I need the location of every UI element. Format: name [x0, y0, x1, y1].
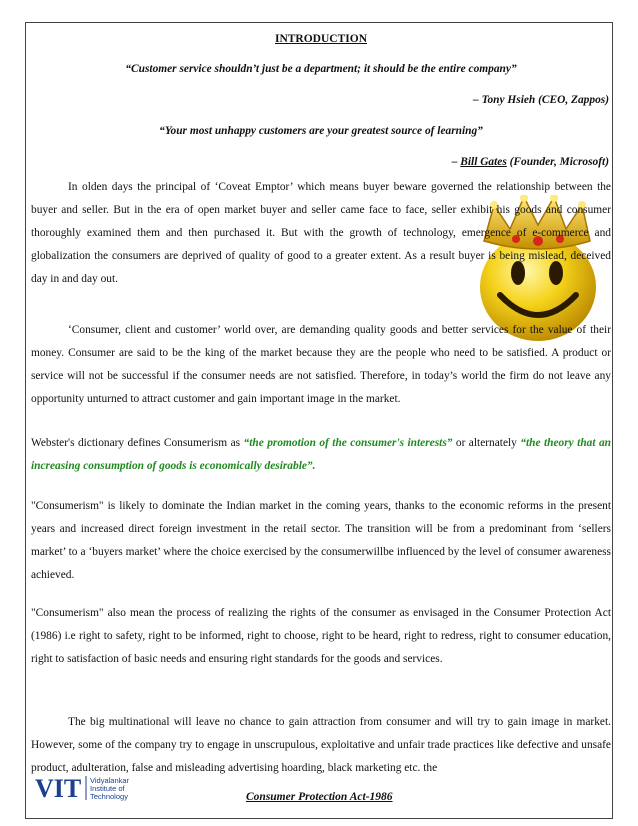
svg-text:Technology: Technology: [90, 792, 128, 801]
webster-quote-1: “the promotion of the consumer's interests”: [243, 437, 453, 449]
footer-title: Consumer Protection Act-1986: [246, 791, 393, 803]
page-heading: INTRODUCTION: [274, 33, 367, 45]
quote-bill-gates: “Your most unhappy customers are your greatest source of learning”: [159, 125, 483, 137]
paragraph-webster-definition: Webster's dictionary defines Consumerism as “the promotion of the consumer's interests” or alternately “the theory that an increasing consumption of goods is economically desirable”.: [31, 437, 611, 472]
quote-tony-hsieh: “Customer service shouldn’t just be a department; it should be the entire company”: [125, 63, 517, 75]
logo-letters: VIT: [35, 774, 82, 802]
paragraph-multinational: The big multinational will leave no chance to gain attraction from consumer and will try to gain image in market. However, some of the company try to engage in unscrupulous, exploitative and unfair trade practices like defective and unsafe product, adulteration, false and misleading advertising hoarding, black marketing etc. the: [31, 716, 611, 774]
attribution-bill-gates: – Bill Gates (Founder, Microsoft): [451, 156, 609, 168]
attribution-tony-hsieh: – Tony Hsieh (CEO, Zappos): [473, 94, 609, 106]
svg-text:Institute of: Institute of: [90, 784, 125, 793]
bill-gates-link[interactable]: Bill Gates: [460, 156, 507, 168]
page-footer: [31, 770, 611, 818]
svg-text:Vidyalankar: Vidyalankar: [90, 776, 130, 785]
paragraph-consumerism-rights: "Consumerism" also mean the process of realizing the rights of the consumer as envisaged in the Consumer Protection Act (1986) i.e right to safety, right to be informed, right to choose, right to be heard, right to redress, right to consumer education, right to satisfaction of basic needs and ensuring right standards for the goods and services.: [31, 607, 611, 665]
webster-quote-2: “the theory that an increasing consumption of goods is economically desirable”.: [31, 437, 611, 472]
paragraph-consumerism-indian-market: "Consumerism" is likely to dominate the Indian market in the coming years, thanks to the economic reforms in the present years and increased direct foreign investment in the retail sector. The transition will be from a predominant from ‘sellers market’ to a ‘buyers market’ where the choice exercised by the consumerwillbe influenced by the level of consumer awareness achieved.: [31, 500, 611, 581]
paragraph-consumer-client: ‘Consumer, client and customer’ world over, are demanding quality goods and better services for the value of their money. Consumer are said to be the king of the market because they are the people who need to be satisfied. A product or service will not be successful if the consumer needs are not satisfied. Therefore, in today’s world the firm do not leave any opportunity unturned to attract customer and gain important image in the market.: [31, 324, 611, 405]
vit-logo: [33, 772, 153, 802]
paragraph-olden-days: In olden days the principal of ‘Coveat Emptor’ which means buyer beware governed the relationship between the buyer and seller. But in the era of open market buyer and seller came face to face, seller exhibit his goods and consumer thoroughly examined them and then purchased it. But with the growth of technology, emergence of e-commerce and globalization the consumers are deprived of quality of good to a greater extent. As a result buyer is being mislead, deceived day in and day out.: [31, 181, 611, 285]
